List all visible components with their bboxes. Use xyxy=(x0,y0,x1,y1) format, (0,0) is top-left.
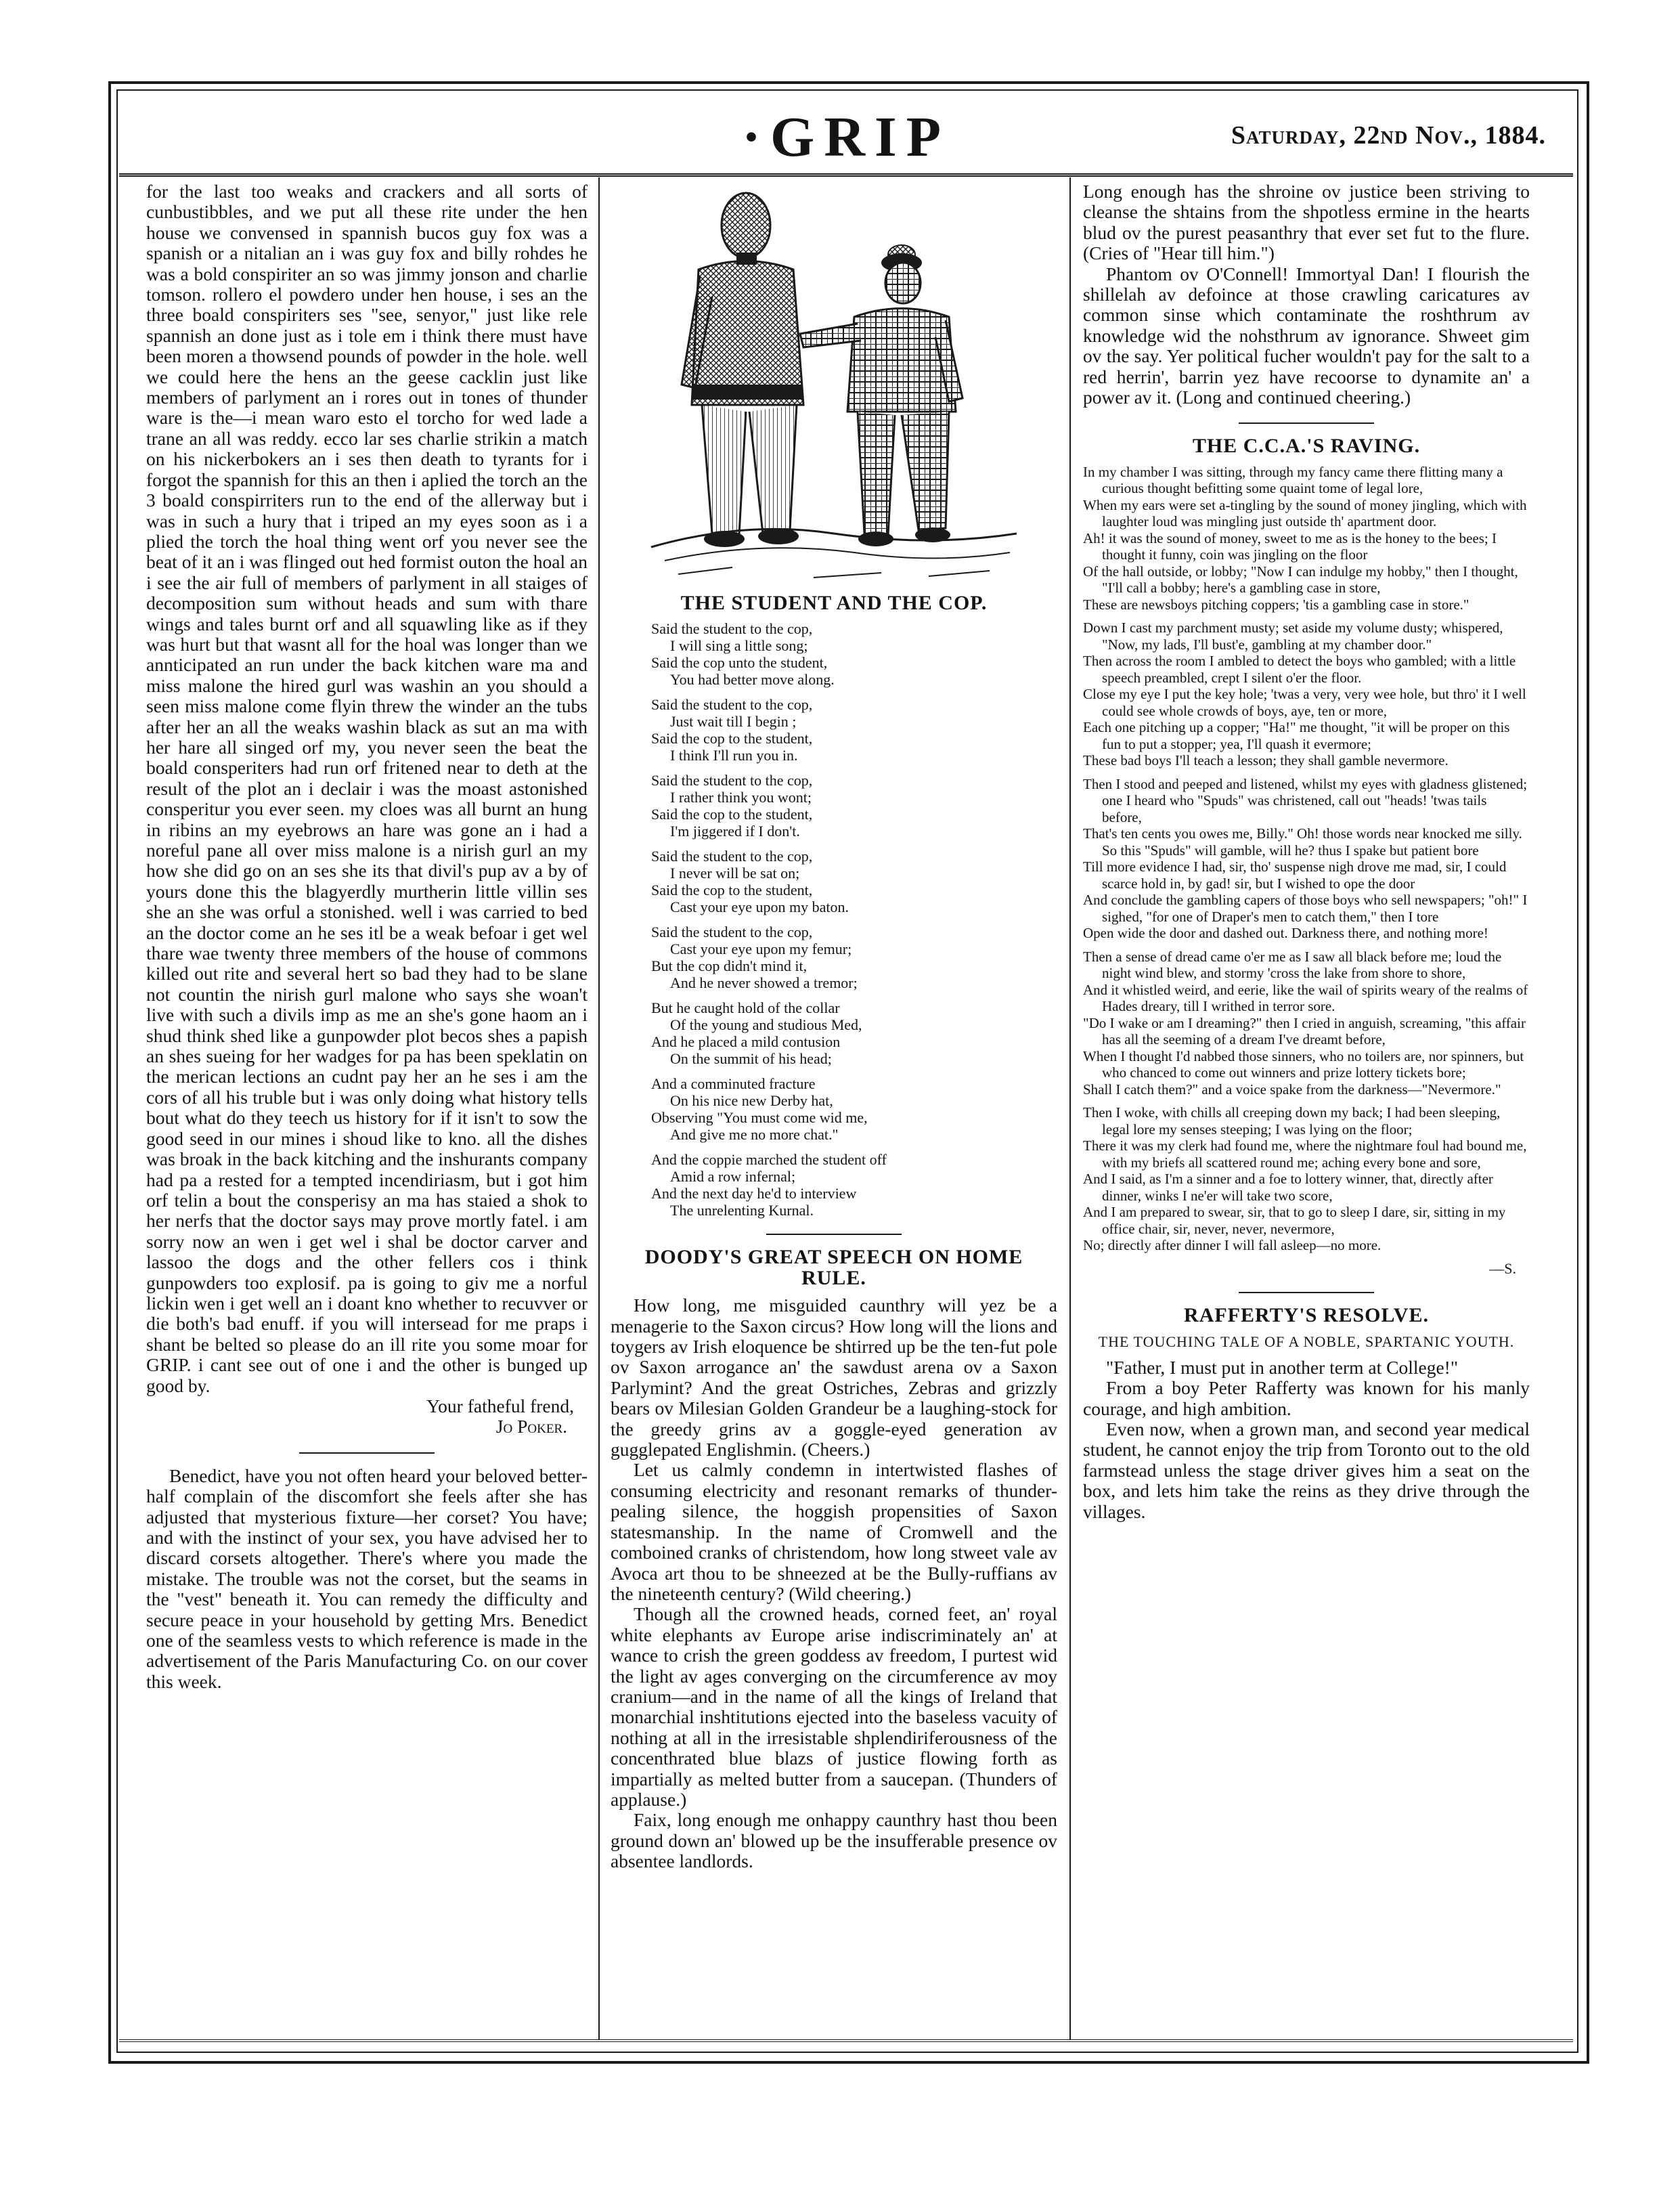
poem-line: And give me no more chat." xyxy=(670,1126,839,1144)
poem-line: Said the cop unto the student, xyxy=(651,654,828,672)
rafferty-paragraph: "Father, I must put in another term at College!" xyxy=(1106,1356,1459,1378)
column-left xyxy=(146,181,588,2037)
poem-line: I think I'll run you in. xyxy=(670,747,798,764)
poem-line: Observing "You must come wid me, xyxy=(651,1109,868,1127)
speech-title: DOODY'S GREAT SPEECH ON HOME RULE. xyxy=(644,1246,1023,1289)
speech-paragraph: Faix, long enough me onhappy caunthry hast thou been ground down an' blowed up be the insufferable presence ov absentee landlords. xyxy=(611,1809,1057,1872)
page-bottom-rule xyxy=(119,2039,1573,2042)
poem-stanza xyxy=(651,1075,1057,1143)
letter-paragraph: for the last too weaks and crackers and all sorts of cunbustibbles, and we put all these rite under the hen house we convensed in spannish bucos guy fox was a spanish or a nitalian an i was guy fox and billy rohdes he was a bold conspiriter an so was jimmy jonson and charlie tomson. rollero el powdero under hen house, i ses an the three boald conspiriters ses "see, senyor," just like rele spannish an done just as i tole em i think there must have been moren a thowsend pounds of powder in the hole. well we could here the hens an the geese cacklin just like members of parlyment an i rores out in tones of thunder ware is the—i mean waro esto el torcho for wed lade a trane an all was reddy. ecco lar ses charlie strikin a match on his nickerbokers an i ses then death to tyrants for i forgot the spannish for this an then i aplied the torch an the 3 boald conspirriters run to the end of the allerway but i was in such a hury that i triped an my eyes soon as i a plied the torch the hoal thing went orf you never see the beat of it an i was flinged out hed formist outon the hoal an i see the air full of members of parlyment in all staiges of decomposition sum without heads and sum with thare wings and tales burnt orf and all squawling like as if they was hurt but that wasnt all for the hoal was longer than we annticipated an run under the back kitchen ware ma and miss malone the hired gurl was washin an you should a seen miss malone come flyin threw the winder an the tubs after her an all the weaks washin black as sut an ma with her hare all singed orf my, you never seen the beat the boald consperiters had run orf fritened near to deth at the result of the plot an i declair i was the moast astonished consperitur you ever seen. my cloes was all burnt an hung in ribins an my eyebrows an hare was gone an i had a noreful pane all over miss malone is a nirish gurl an my how she did go on an ses she its that divil's pup av a by of yours done this the blagyerdly murtherin little villin ses she an she was orful a stonished. well i was carried to bed an the doctor come an he ses itl be a weak befoar i get wel thare wae twenty three members of the house of commons killed out rite and several hert so bad they had to be slane not countin the nirish gurl malone who says she woan't live with such a divils imp as me an she's gone haom an i shud think shed like a gunpowder plot becos shes a papish an shes sueing for her wadges for pa has been speklatin on the merican lections an cudnt pay her an he ses i am the cors of all his truble but i was only doing what history tells bout what do they teech us history for if it isn't to sow the good seed in our mines i shoud like to kno. all the dishes was broak in the back kitching and the inshurants company had pa a rested for a tempted incendiriasm, but i got him orf telin a bout the consperisy an ma has staied a shok to her nerfs that the doctor says may prove mortly fatel. i am sorry now an wen i get wel i shal be doctor carver and lassoo the dogs and the other fellers cos i think gunpowders too explosif. pa is going to giv me a norful lickin wen i get well an i doant kno whether to recuvver or die both's bad enuff. if you will intersead for me praps i shant be belted so please do an ill rite you some moar for GRIP. i cant see out of one i and the other is bunged up good by. xyxy=(146,181,588,1396)
poem-line: You had better move along. xyxy=(670,671,835,689)
poem-line: Said the student to the cop, xyxy=(651,924,813,941)
poem-line: Said the student to the cop, xyxy=(651,620,813,638)
rafferty-paragraph: From a boy Peter Rafferty was known for his manly courage, and high ambition. xyxy=(1083,1377,1530,1419)
raving-line: Shall I catch them?" and a voice spake from the darkness—"Nevermore." xyxy=(1083,1081,1501,1098)
poem-line: Said the student to the cop, xyxy=(651,848,813,865)
speech-paragraph: Though all the crowned heads, corned feet, an' royal white elephants av Europe arise indiscriminately an' at wance to crish the green goddess av freedom, I purtest wid the light av ages converging on the circumference av moy cranium—and in the name of all the kings of Ireland that monarchial inshtitutions ejected into the baseless vacuity of nothing at all in the irresistable shplendiriferousness of the concenthrated blue blazs of justice flowing forth as impartially as melted butter from a saucepan. (Thunders of applause.) xyxy=(611,1603,1057,1810)
poem-line: Just wait till I begin ; xyxy=(670,713,797,731)
poem-stanza xyxy=(651,772,1057,840)
poem-line: On the summit of his head; xyxy=(670,1050,832,1068)
poem-line: Of the young and studious Med, xyxy=(670,1016,862,1034)
poem-line: And a comminuted fracture xyxy=(651,1075,816,1093)
poem-line: And the next day he'd to interview xyxy=(651,1185,857,1202)
poem-stanza xyxy=(651,848,1057,915)
raving-signature: —S. xyxy=(1489,1259,1516,1277)
raving-stanza xyxy=(1083,464,1530,613)
column-rule-left xyxy=(598,177,600,2039)
raving-line: And I am prepared to swear, sir, that to go to sleep I dare, sir, sitting in my office chair, sir, never, never, nevermore, xyxy=(1083,1204,1506,1237)
raving-line: Open wide the door and dashed out. Darkness there, and nothing more! xyxy=(1083,925,1488,942)
raving-line: These are newsboys pitching coppers; 'tis a gambling case in store." xyxy=(1083,596,1469,613)
raving-line: That's ten cents you owes me, Billy." Oh! those words near knocked me silly. So this "Spuds" will gamble, will he? thus I spake but patient bore xyxy=(1083,825,1522,859)
raving-line: When my ears were set a-tingling by the sound of money jingling, which with laughter loud was mingling just outside th' apartment door. xyxy=(1083,496,1527,530)
poem-line: Said the cop to the student, xyxy=(651,806,813,823)
poem-line: I never will be sat on; xyxy=(670,865,800,882)
poem-line: Said the student to the cop, xyxy=(651,772,813,789)
speech-paragraph: How long, me misguided caunthry will yez be a menagerie to the Saxon circus? How long will the lions and toygers av Irish eloquence be shtirred up be the ten-fut pole ov Saxon arrogance an' the sawdust arena ov a Saxon Parlymint? And the great Ostriches, Zebras and grizzly bears ov Milesian Golden Grandeur be a laughing-stock for the greedy grins av a goggle-eyed generation av gugglepated Englishmin. (Cheers.) xyxy=(611,1295,1057,1460)
poem-stanza xyxy=(651,1151,1057,1219)
raving-line: Then a sense of dread came o'er me as I saw all black before me; loud the night wind blew, and stormy 'cross the lake from shore to shore, xyxy=(1083,948,1502,982)
poem-line: Said the student to the cop, xyxy=(651,696,813,714)
section-divider xyxy=(766,1234,902,1235)
section-divider xyxy=(1239,422,1374,424)
poem-stanza xyxy=(651,999,1057,1067)
raving-line: No; directly after dinner I will fall asleep—no more. xyxy=(1083,1237,1381,1254)
raving-line: Then I stood and peeped and listened, whilst my eyes with gladness glistened; one I heard who "Spuds" was christened, call out "heads! 'twas tails before, xyxy=(1083,775,1528,825)
raving-line: And it whistled weird, and eerie, like the wail of spirits weary of the realms of Hades dreary, till I writhed in terror sore. xyxy=(1083,981,1528,1015)
poem-stanza xyxy=(651,620,1057,688)
column-rule-right xyxy=(1069,177,1071,2039)
raving-line: In my chamber I was sitting, through my fancy came there flitting many a curious thought befitting some quaint tome of legal lore, xyxy=(1083,463,1503,497)
poem-line: Cast your eye upon my femur; xyxy=(670,940,852,958)
poem-line: Said the cop to the student, xyxy=(651,882,813,899)
poem-line: I rather think you wont; xyxy=(670,789,812,806)
rafferty-title: RAFFERTY'S RESOLVE. xyxy=(1184,1304,1429,1327)
poem-line: And he placed a mild contusion xyxy=(651,1033,841,1051)
student-and-cop-illustration xyxy=(611,181,1057,588)
masthead-title: ·GRIP xyxy=(741,106,950,169)
corset-paragraph: Benedict, have you not often heard your beloved better-half complain of the discomfort she feels after she has adjusted that mysterious fixture—her corset? You have; and with the instinct of your sex, you have advised her to discard corsets altogether. There's where you made the mistake. The trouble was not the corset, but the seams in the "vest" beneath it. You can remedy the difficulty and secure peace in your household by getting Mrs. Benedict one of the seamless vests to which reference is made in the advertisement of the Paris Manufacturing Co. on our cover this week. xyxy=(146,1465,588,1692)
column-middle xyxy=(611,181,1057,2037)
raving-line: And conclude the gambling capers of those boys who sell newspapers; "oh!" I sighed, "for one of Draper's men to catch them," then I tore xyxy=(1083,892,1528,925)
raving-line: These bad boys I'll teach a lesson; they shall gamble nevermore. xyxy=(1083,752,1449,769)
poem-line: And the coppie marched the student off xyxy=(651,1151,887,1169)
rafferty-paragraph: Even now, when a grown man, and second year medical student, he cannot enjoy the trip from Toronto out to the old farmstead unless the stage driver gives him a seat on the box, and lets him take the reins as they drive through the villages. xyxy=(1083,1418,1530,1522)
poem-line: Amid a row infernal; xyxy=(670,1168,796,1186)
raving-line: Each one pitching up a copper; "Ha!" me thought, "it will be proper on this fun to put a stopper; yea, I'll quash it evermore; xyxy=(1083,719,1510,752)
raving-line: And I said, as I'm a sinner and a foe to lottery winner, that, directly after dinner, winks I ne'er will take two score, xyxy=(1083,1171,1493,1204)
raving-line: Of the hall outside, or lobby; "Now I can indulge my hobby," then I thought, "I'll call a bobby; here's a gambling case in store, xyxy=(1083,563,1518,597)
speech-continued-paragraph: Long enough has the shroine ov justice been striving to cleanse the shtains from the shpotless ermine in the hearts blud ov the purest peasanthry that ever set fut to the flure. (Cries of "Hear till him.") xyxy=(1083,181,1530,264)
raving-line: Close my eye I put the key hole; 'twas a very, very wee hole, but thro' it I well could see whole crowds of boys, aye, ten or more, xyxy=(1083,686,1526,719)
raving-line: Ah! it was the sound of money, sweet to me as is the honey to the bees; I thought it funny, coin was jingling on the floor xyxy=(1083,529,1497,563)
rafferty-subtitle: THE TOUCHING TALE OF A NOBLE, SPARTANIC YOUTH. xyxy=(1098,1332,1515,1350)
raving-line: When I thought I'd nabbed those sinners, who no toilers are, nor spinners, but who chanced to come out winners and prize lottery tickets bore; xyxy=(1083,1047,1524,1081)
raving-poem xyxy=(1083,464,1530,1278)
raving-title: THE C.C.A.'S RAVING. xyxy=(1192,435,1421,458)
raving-stanza xyxy=(1083,1104,1530,1254)
speech-continued-paragraph: Phantom ov O'Connell! Immortyal Dan! I flourish the shillelah av defoince at those crawling caricatures av common sinse which contaminate the roshthrum av knowledge wid the nohsthrum av ignorance. Shweet gim ov the say. Yer political fucher wouldn't pay for the salt to a red herrin', barrin yez have recoorse to dynamite an' a power av it. (Long and continued cheering.) xyxy=(1083,263,1530,408)
poem-body xyxy=(611,620,1057,1219)
masthead xyxy=(119,102,1573,177)
poem-line: Cast your eye upon my baton. xyxy=(670,898,849,916)
raving-stanza xyxy=(1083,776,1530,942)
poem-line: The unrelenting Kurnal. xyxy=(670,1202,814,1219)
poem-title: THE STUDENT AND THE COP. xyxy=(680,592,988,614)
column-right xyxy=(1083,181,1530,2037)
poem-line: I'm jiggered if I don't. xyxy=(670,823,800,840)
poem-line: But he caught hold of the collar xyxy=(651,999,840,1017)
poem-line: And he never showed a tremor; xyxy=(670,974,858,992)
raving-stanza xyxy=(1083,620,1530,769)
poem-line: Said the cop to the student, xyxy=(651,730,813,747)
raving-line: There it was my clerk had found me, where the nightmare foul had bound me, with my briefs all scattered round me; aching every bone and sore, xyxy=(1083,1137,1527,1171)
raving-line: Then across the room I ambled to detect the boys who gambled; with a little speech preambled, crept I silent o'er the floor. xyxy=(1083,653,1516,686)
raving-stanza xyxy=(1083,949,1530,1098)
section-divider xyxy=(299,1452,435,1454)
letter-signoff: Your fatheful frend, xyxy=(426,1395,574,1416)
poem-stanza xyxy=(651,924,1057,991)
raving-line: Down I cast my parchment musty; set aside my volume dusty; whispered, "Now, my lads, I'll bust'e, gambling at my chamber door." xyxy=(1083,620,1503,653)
raving-line: Then I woke, with chills all creeping down my back; I had been sleeping, legal lore my senses steeping; I was lying on the floor; xyxy=(1083,1104,1501,1137)
poem-line: I will sing a little song; xyxy=(670,637,808,655)
raving-line: Till more evidence I had, sir, tho' suspense nigh drove me mad, sir, I could scarce hold in, by gad! sir, but I wished to ope the door xyxy=(1083,859,1507,892)
letter-signature: Jo Poker. xyxy=(495,1416,567,1437)
poem-line: But the cop didn't mind it, xyxy=(651,957,808,975)
raving-line: "Do I wake or am I dreaming?" then I cried in anguish, screaming, "this affair has all the seeming of a dream I've dreamt before, xyxy=(1083,1014,1526,1048)
speech-paragraph: Let us calmly condemn in intertwisted flashes of consuming electricity and resonant remarks of thunder-pealing silence, the hoggish propensities of Saxon statesmanship. In the name of Cromwell and the comboined cranks of christendom, how long stweet vale av Avoca art thou to be shneezed at be the Bully-ruffians av the nineteenth century? (Wild cheering.) xyxy=(611,1459,1057,1604)
section-divider xyxy=(1239,1292,1374,1293)
masthead-date: Saturday, 22nd Nov., 1884. xyxy=(1231,121,1546,150)
poem-stanza xyxy=(651,696,1057,764)
poem-line: On his nice new Derby hat, xyxy=(670,1092,833,1110)
